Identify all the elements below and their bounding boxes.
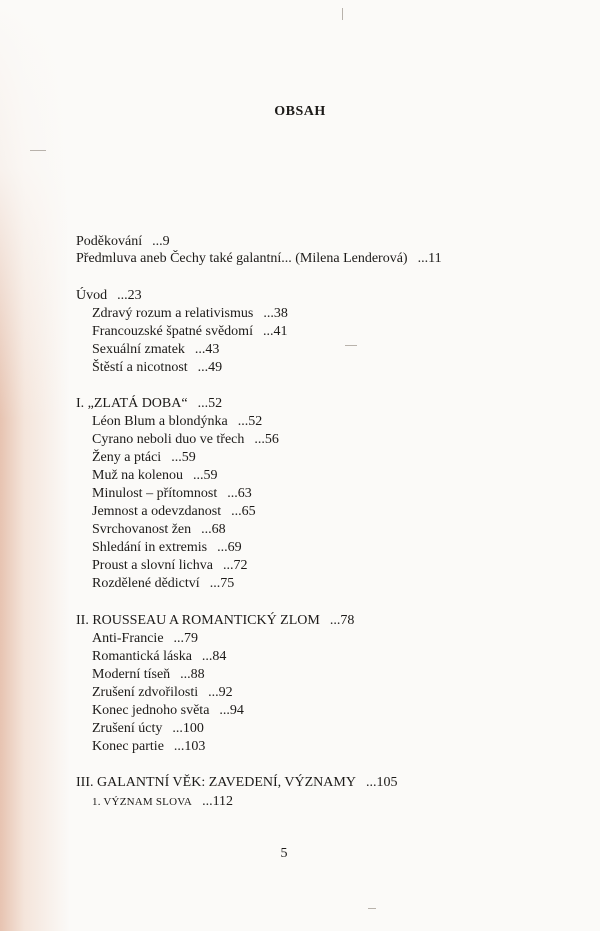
toc-entry-page: ...49: [197, 360, 223, 375]
toc-entry: [92, 341, 219, 359]
toc-entry-page: ...105: [365, 775, 398, 790]
toc-entry: [92, 503, 256, 521]
toc-entry-title: Úvod: [76, 288, 108, 303]
toc-entry: [92, 413, 262, 431]
toc-entry-title: Předmluva aneb Čechy také galantní... (Milena Lenderová): [76, 251, 408, 266]
toc-entry: [92, 557, 247, 575]
toc-entry-page: ...11: [417, 251, 442, 266]
toc-entry-page: ...94: [219, 703, 244, 718]
toc-entry-title: Shledání in extremis: [92, 540, 208, 555]
toc-entry-title: Ženy a ptáci: [92, 450, 162, 465]
toc-entry: [92, 431, 279, 449]
page-number: 5: [280, 846, 288, 861]
toc-entry: [76, 774, 397, 792]
toc-entry: [92, 738, 205, 756]
toc-entry-title: Svrchovanost žen: [92, 522, 192, 537]
toc-entry-title: Anti-Francie: [92, 631, 164, 646]
toc-entry: [92, 720, 204, 738]
toc-entry-page: ...103: [173, 739, 206, 754]
toc-entry-title: Sexuální zmatek: [92, 342, 185, 357]
toc-entry: [92, 648, 226, 666]
toc-entry-title: Konec partie: [92, 739, 164, 754]
toc-entry-title: Cyrano neboli duo ve třech: [92, 432, 245, 447]
toc-entry-title: III. GALANTNÍ VĚK: ZAVEDENÍ, VÝZNAMY: [76, 775, 356, 790]
toc-entry-page: ...69: [217, 540, 242, 555]
toc-entry-title: Rozdělené dědictví: [92, 576, 200, 591]
toc-entry-title: Proust a slovní lichva: [92, 558, 213, 573]
page-edge-fade: [0, 0, 70, 420]
toc-entry: [76, 250, 442, 268]
toc-entry: [92, 702, 244, 720]
toc-entry-title: Minulost – přítomnost: [92, 486, 218, 501]
toc-entry-page: ...23: [117, 288, 142, 303]
toc-entry-page: ...68: [201, 522, 226, 537]
toc-entry: [92, 684, 233, 702]
toc-entry: [92, 666, 205, 684]
toc-entry-page: ...79: [173, 631, 199, 646]
paper-speck: [368, 908, 376, 909]
toc-entry-page: ...92: [208, 685, 233, 700]
toc-entry-page: ...65: [231, 504, 256, 519]
toc-entry: [76, 233, 170, 251]
paper-speck: [30, 150, 46, 151]
toc-entry-title: Léon Blum a blondýnka: [92, 414, 228, 429]
paper-speck: [345, 345, 357, 346]
toc-entry: [92, 575, 234, 593]
toc-entry-title: Moderní tíseň: [92, 667, 171, 682]
toc-entry: [92, 305, 288, 323]
toc-entry-page: ...112: [202, 794, 234, 809]
toc-entry: [76, 612, 354, 630]
toc-entry-title: Zrušení úcty: [92, 721, 163, 736]
toc-entry: [92, 630, 198, 648]
toc-entry: [92, 467, 217, 485]
toc-entry-page: ...43: [194, 342, 220, 357]
toc-heading: OBSAH: [274, 104, 326, 119]
toc-entry-page: ...84: [201, 649, 227, 664]
toc-entry: [92, 539, 242, 557]
toc-entry-page: ...88: [180, 667, 205, 682]
paper-speck: [342, 8, 343, 20]
toc-entry-page: ...72: [222, 558, 248, 573]
toc-entry-title: Poděkování: [76, 234, 143, 249]
toc-entry: [92, 323, 287, 341]
toc-entry-title: Zrušení zdvořilosti: [92, 685, 199, 700]
toc-entry-page: ...52: [197, 396, 223, 411]
toc-entry-title: I. „ZLATÁ DOBA“: [76, 396, 188, 411]
toc-entry: [76, 287, 142, 305]
toc-entry-title: Jemnost a odevzdanost: [92, 504, 222, 519]
toc-entry: [76, 395, 222, 413]
toc-entry-page: ...56: [254, 432, 279, 447]
toc-entry-page: ...75: [209, 576, 235, 591]
toc-entry: [92, 359, 222, 377]
toc-entry-title: Konec jednoho světa: [92, 703, 210, 718]
toc-entry-page: ...52: [237, 414, 263, 429]
toc-entry: [92, 793, 233, 811]
toc-entry: [92, 521, 226, 539]
toc-entry-title: Štěstí a nicotnost: [92, 360, 188, 375]
toc-entry-title: Francouzské špatné svědomí: [92, 324, 253, 339]
toc-entry-page: ...41: [262, 324, 288, 339]
toc-entry-page: ...78: [329, 613, 355, 628]
toc-entry-page: ...100: [172, 721, 204, 736]
toc-entry: [92, 485, 252, 503]
toc-entry-title: Zdravý rozum a relativismus: [92, 306, 254, 321]
toc-entry-title: Muž na kolenou: [92, 468, 183, 483]
toc-entry-page: ...63: [227, 486, 252, 501]
toc-entry-title: Romantická láska: [92, 649, 192, 664]
toc-entry: [92, 449, 196, 467]
toc-entry-page: ...38: [263, 306, 288, 321]
toc-entry-page: ...9: [152, 234, 170, 249]
toc-entry-title: II. ROUSSEAU A ROMANTICKÝ ZLOM: [76, 613, 320, 628]
toc-entry-page: ...59: [192, 468, 218, 483]
toc-entry-title: 1. VÝZNAM SLOVA: [92, 796, 193, 808]
toc-entry-page: ...59: [171, 450, 196, 465]
